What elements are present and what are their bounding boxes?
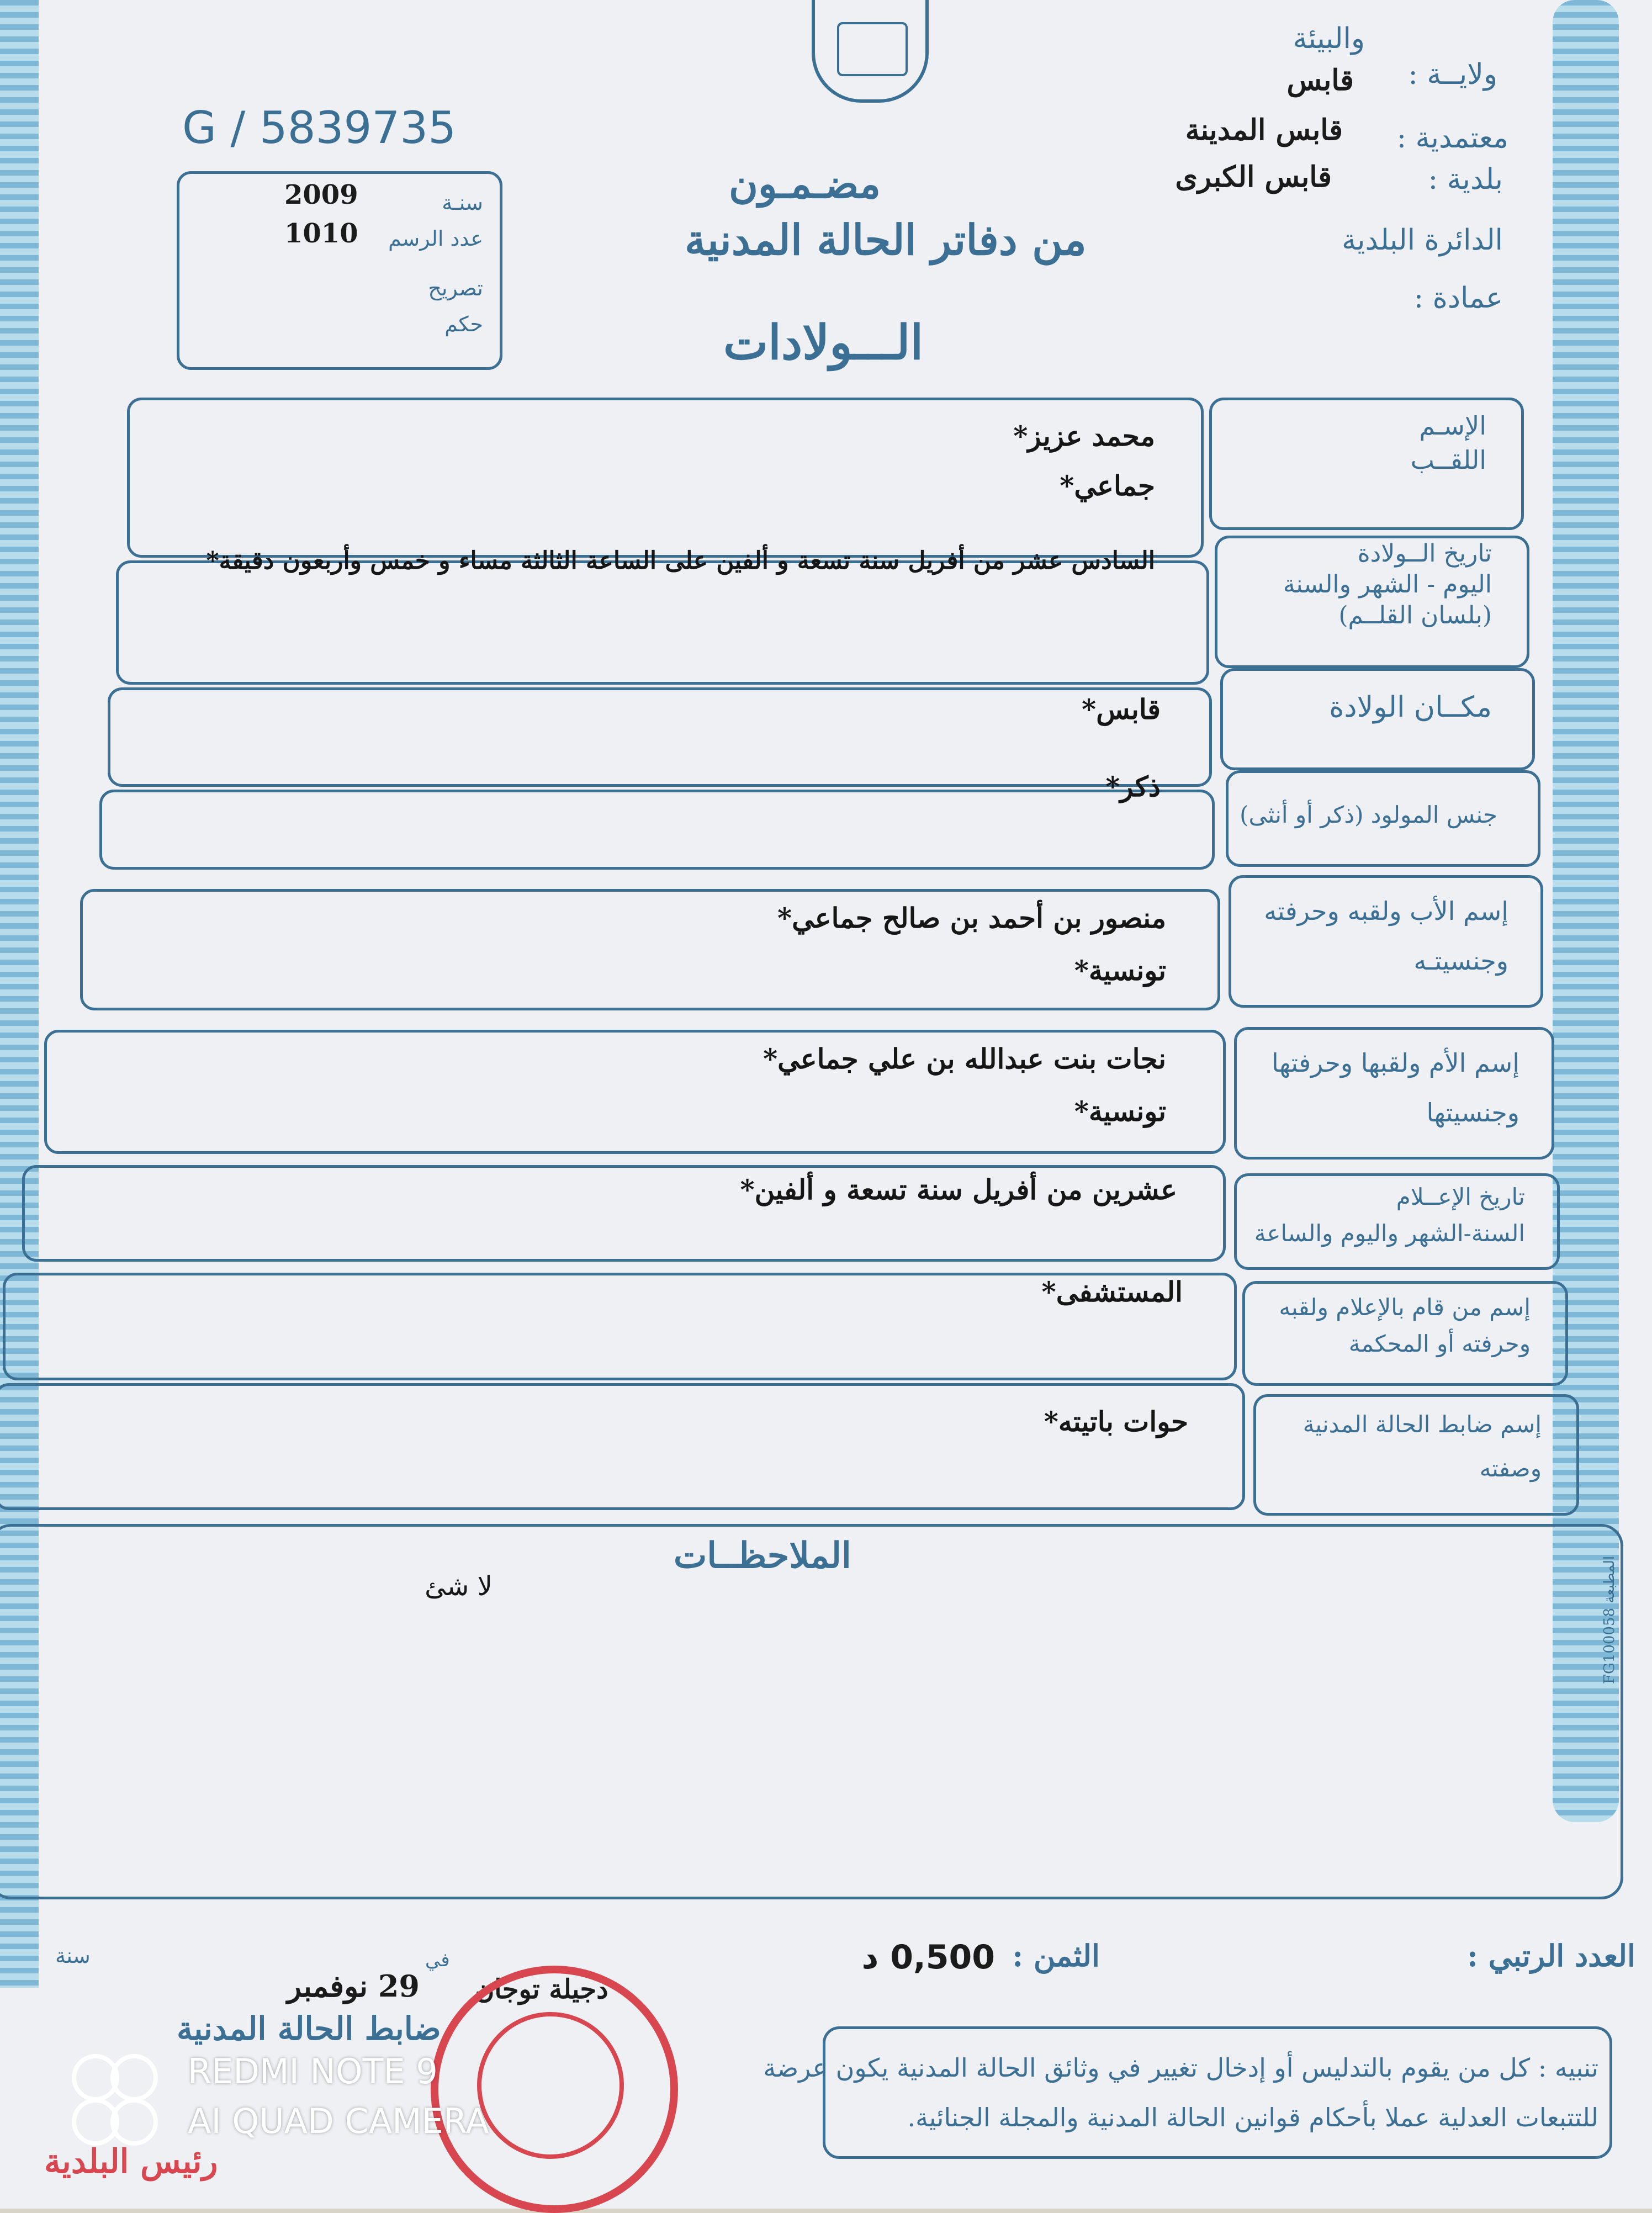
record-number-label: عدد الرسم (388, 226, 483, 251)
label-mother: إسم الأم ولقبها وحرفتها وجنسيتها (1271, 1048, 1519, 1127)
notice-text: تنبيه : كل من يقوم بالتدليس أو إدخال تغيير في وثائق الحالة المدنية يكون عرضة للتتبعات العدلية عملا بأحكام قوانين الحالة المدنية والمجلة الجنائية. (763, 2053, 1598, 2132)
remarks-title: الملاحظــات (674, 1535, 851, 1576)
remarks-value: لا شئ (425, 1571, 493, 1602)
record-number-value: 1010 (284, 218, 358, 249)
emblem-scales-icon (837, 22, 908, 76)
record-judgment-label: حكم (444, 312, 483, 336)
delegation-value: قابس المدينة (1185, 113, 1343, 147)
stamp-emblem-icon (477, 2012, 624, 2159)
delegation-label: معتمدية : (1396, 121, 1508, 155)
camera-watermark-line1: REDMI NOTE 9 (188, 2051, 438, 2092)
value-declaration-date: عشرين من أفريل سنة تسعة و ألفين* (740, 1173, 1177, 1206)
label-officer: إسم ضابط الحالة المدنية وصفته (1302, 1411, 1542, 1482)
municipality-value: قابس الكبرى (1175, 160, 1332, 194)
label-birth-place: مكــان الولادة (1329, 691, 1492, 724)
remarks-box (0, 1524, 1623, 1899)
label-name: الإسـم اللقــب (1410, 411, 1486, 475)
municipality-label: بلدية : (1428, 163, 1503, 196)
row-value-box (116, 560, 1209, 685)
coat-of-arms-emblem (812, 0, 929, 103)
footer-in-label: في (425, 1949, 450, 1971)
row-value-box (99, 790, 1215, 870)
record-year-value: 2009 (284, 179, 358, 210)
row-value-box (108, 687, 1212, 787)
value-name: محمد عزيز* جماعي* (1013, 420, 1155, 502)
serial-number: G / 5839735 (182, 102, 457, 153)
value-officer: حوات باتيته* (1044, 1405, 1188, 1438)
mayor-signature-title: رئيس البلدية (44, 2142, 218, 2181)
ministry-line: والبيئة (1293, 22, 1365, 55)
notice-box (763, 2026, 1612, 2159)
title-line1: مضـمـون (729, 160, 881, 207)
row-value-box (0, 1383, 1245, 1510)
officer-title: ضابط الحالة المدنية (177, 2010, 441, 2047)
record-declaration-label: تصريح (428, 276, 483, 300)
title-births: الـــولادات (723, 315, 924, 370)
camera-watermark-circle-icon (110, 2098, 158, 2146)
label-declarant: إسم من قام بالإعلام ولقبه وحرفته أو المحكمة (1279, 1294, 1531, 1357)
value-sex: ذكر* (1105, 770, 1161, 803)
title-line2: من دفاتر الحالة المدنية (685, 215, 1087, 264)
label-sex: جنس المولود (ذكر أو أنثى) (1240, 801, 1497, 828)
label-father: إسم الأب ولقبه وحرفته وجنسيتـه (1264, 896, 1508, 976)
omda-label: عمادة : (1413, 282, 1503, 315)
price-label: الثمن : (1012, 1938, 1100, 1973)
printer-code: المطبعة FG100058 (1601, 1555, 1618, 1684)
footer-place: دجيلة توجان (475, 1974, 608, 2005)
official-stamp (431, 1966, 678, 2213)
camera-watermark-circle-icon (110, 2054, 158, 2101)
record-box (177, 171, 502, 370)
value-declarant: المستشفى* (1041, 1275, 1183, 1308)
value-birth-place: قابس* (1082, 693, 1161, 726)
footer-year-label: سنة (55, 1944, 91, 1968)
label-declaration-date: تاريخ الإعــلام السنة-الشهر واليوم والساعة (1254, 1183, 1525, 1247)
value-birth-date: السادس عشر من أفريل سنة تسعة و ألفين على الساعة الثالثة مساء و خمس وأربعون دقيقة* (206, 547, 1155, 575)
serial-label: العدد الرتبي : (1466, 1938, 1635, 1973)
value-mother: نجات بنت عبدالله بن علي جماعي* تونسية* (763, 1042, 1166, 1127)
value-father: منصور بن أحمد بن صالح جماعي* تونسية* (777, 902, 1166, 987)
price-value: 0,500 د (861, 1938, 995, 1977)
camera-watermark-line2: AI QUAD CAMERA (188, 2101, 489, 2141)
record-year-label: سنـة (442, 190, 483, 215)
wilaya-value: قابس (1286, 63, 1354, 97)
wilaya-label: ولايــة : (1408, 58, 1497, 91)
footer-date: 29 نوفمبر (287, 1968, 420, 2004)
label-birth-date: تاريخ الــولادة اليوم - الشهر والسنة (بلسان القلــم) (1283, 539, 1492, 629)
district-label: الدائرة البلدية (1342, 224, 1503, 257)
